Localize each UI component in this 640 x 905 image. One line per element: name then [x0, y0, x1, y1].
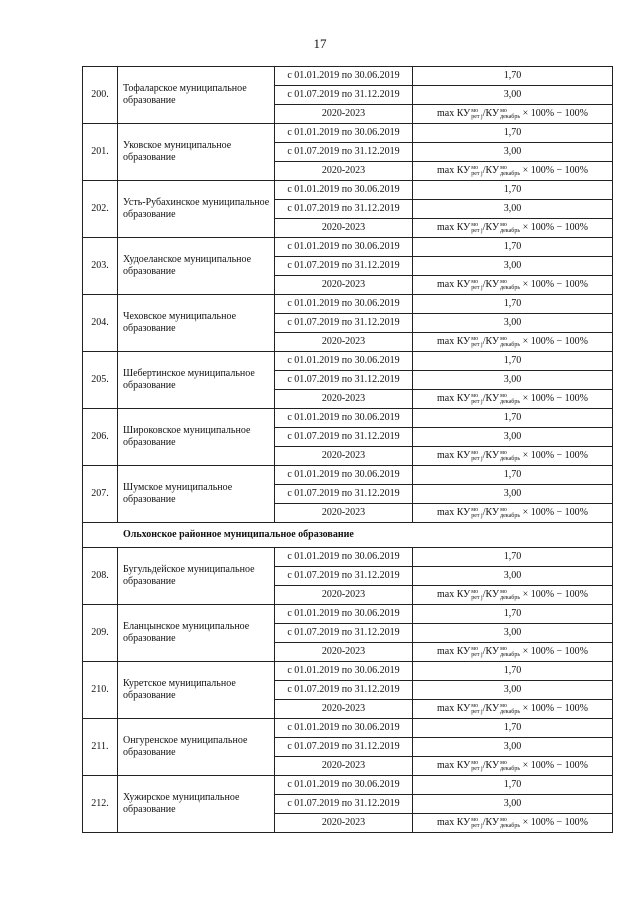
municipality-name: Бугульдейское муниципальное образование — [118, 548, 275, 605]
period-second-half: с 01.07.2019 по 31.12.2019 — [275, 795, 413, 814]
formula-ku1: КУ — [456, 817, 471, 829]
formula: max КУ мо рет j /КУ мо декабрь × 100% − 100% — [436, 221, 589, 234]
formula-sub1: рет j — [471, 455, 483, 462]
table-row — [83, 352, 613, 371]
formula-sub2: декабрь — [500, 651, 521, 658]
period-second-half: с 01.07.2019 по 31.12.2019 — [275, 681, 413, 700]
value-first-half: 1,70 — [413, 181, 613, 200]
table-row — [83, 409, 613, 428]
formula-sub1: рет j — [471, 398, 483, 405]
table-row — [83, 67, 613, 86]
period-first-half: с 01.01.2019 по 30.06.2019 — [275, 67, 413, 86]
formula-sub1: рет j — [471, 341, 483, 348]
formula-sup2: мо — [500, 392, 507, 399]
formula-sup1: мо — [471, 816, 479, 823]
formula-ku2: КУ — [485, 108, 500, 120]
formula-sup2: мо — [500, 164, 507, 171]
value-second-half: 3,00 — [413, 681, 613, 700]
formula-sup2: мо — [500, 107, 507, 114]
formula-cell — [413, 447, 613, 466]
formula-cell — [413, 390, 613, 409]
formula-sub1: рет j — [471, 708, 483, 715]
formula-ku1: КУ — [456, 165, 471, 177]
formula-mult: × 100% − 100% — [522, 589, 589, 601]
period-range: 2020-2023 — [275, 586, 413, 605]
period-second-half: с 01.07.2019 по 31.12.2019 — [275, 485, 413, 504]
value-second-half: 3,00 — [413, 485, 613, 504]
formula-ku1: КУ — [456, 703, 471, 715]
formula-sup2: мо — [500, 816, 507, 823]
formula-sup1: мо — [471, 702, 479, 709]
formula-sub1: рет j — [471, 822, 483, 829]
value-first-half: 1,70 — [413, 662, 613, 681]
formula-sup2: мо — [500, 702, 507, 709]
value-second-half: 3,00 — [413, 624, 613, 643]
formula: max КУ мо рет j /КУ мо декабрь × 100% − 100% — [436, 506, 589, 519]
formula-ku2: КУ — [485, 760, 500, 772]
tariff-table — [82, 66, 613, 833]
formula-mult: × 100% − 100% — [522, 703, 589, 715]
formula-cell — [413, 276, 613, 295]
formula: max КУ мо рет j /КУ мо декабрь × 100% − 100% — [436, 107, 589, 120]
formula-sup1: мо — [471, 278, 479, 285]
period-first-half: с 01.01.2019 по 30.06.2019 — [275, 719, 413, 738]
table-row — [83, 238, 613, 257]
formula-ku2: КУ — [485, 165, 500, 177]
formula-cell — [413, 814, 613, 833]
formula-sub2: декабрь — [500, 512, 521, 519]
period-second-half: с 01.07.2019 по 31.12.2019 — [275, 624, 413, 643]
formula-sub1: рет j — [471, 284, 483, 291]
formula-sub1: рет j — [471, 227, 483, 234]
formula-mult: × 100% − 100% — [522, 393, 589, 405]
municipality-name: Хужирское муниципальное образование — [118, 776, 275, 833]
formula-mult: × 100% − 100% — [522, 222, 589, 234]
formula-ku2: КУ — [485, 817, 500, 829]
row-number: 200. — [83, 67, 118, 124]
formula: max КУ мо рет j /КУ мо декабрь × 100% − 100% — [436, 702, 589, 715]
period-range: 2020-2023 — [275, 276, 413, 295]
formula-max: max — [436, 703, 455, 715]
formula-mult: × 100% − 100% — [522, 165, 589, 177]
municipality-name: Шумское муниципальное образование — [118, 466, 275, 523]
period-first-half: с 01.01.2019 по 30.06.2019 — [275, 662, 413, 681]
value-first-half: 1,70 — [413, 352, 613, 371]
municipality-name: Тофаларское муниципальное образование — [118, 67, 275, 124]
period-range: 2020-2023 — [275, 504, 413, 523]
formula-sub2: декабрь — [500, 822, 521, 829]
formula-ku1: КУ — [456, 450, 471, 462]
formula-cell — [413, 586, 613, 605]
formula-sup1: мо — [471, 164, 479, 171]
formula-ku2: КУ — [485, 589, 500, 601]
period-range: 2020-2023 — [275, 390, 413, 409]
formula-mult: × 100% − 100% — [522, 646, 589, 658]
formula-cell — [413, 700, 613, 719]
period-range: 2020-2023 — [275, 219, 413, 238]
formula-cell — [413, 643, 613, 662]
value-second-half: 3,00 — [413, 257, 613, 276]
period-range: 2020-2023 — [275, 700, 413, 719]
formula-max: max — [436, 817, 455, 829]
formula-sup2: мо — [500, 278, 507, 285]
formula-sub2: декабрь — [500, 398, 521, 405]
formula-sub1: рет j — [471, 765, 483, 772]
municipality-name: Еланцынское муниципальное образование — [118, 605, 275, 662]
value-second-half: 3,00 — [413, 567, 613, 586]
formula-cell — [413, 333, 613, 352]
formula-ku2: КУ — [485, 646, 500, 658]
row-number: 205. — [83, 352, 118, 409]
municipality-name: Онгуренское муниципальное образование — [118, 719, 275, 776]
formula-sub2: декабрь — [500, 708, 521, 715]
municipality-name: Шебертинское муниципальное образование — [118, 352, 275, 409]
formula-ku2: КУ — [485, 279, 500, 291]
municipality-name: Чеховское муниципальное образование — [118, 295, 275, 352]
formula-sup2: мо — [500, 449, 507, 456]
period-range: 2020-2023 — [275, 447, 413, 466]
value-second-half: 3,00 — [413, 200, 613, 219]
formula-max: max — [436, 760, 455, 772]
formula-sub1: рет j — [471, 113, 483, 120]
formula-max: max — [436, 222, 455, 234]
table-row — [83, 719, 613, 738]
formula-ku1: КУ — [456, 222, 471, 234]
formula-sub2: декабрь — [500, 227, 521, 234]
page-number: 17 — [313, 36, 327, 51]
period-first-half: с 01.01.2019 по 30.06.2019 — [275, 605, 413, 624]
formula-sup1: мо — [471, 449, 479, 456]
row-number: 206. — [83, 409, 118, 466]
value-second-half: 3,00 — [413, 428, 613, 447]
period-second-half: с 01.07.2019 по 31.12.2019 — [275, 428, 413, 447]
formula: max КУ мо рет j /КУ мо декабрь × 100% − 100% — [436, 816, 589, 829]
value-second-half: 3,00 — [413, 738, 613, 757]
formula-sub1: рет j — [471, 594, 483, 601]
formula-sub2: декабрь — [500, 170, 521, 177]
formula-sup2: мо — [500, 221, 507, 228]
formula-sup1: мо — [471, 645, 479, 652]
formula: max КУ мо рет j /КУ мо декабрь × 100% − 100% — [436, 449, 589, 462]
row-number: 203. — [83, 238, 118, 295]
row-number: 210. — [83, 662, 118, 719]
formula: max КУ мо рет j /КУ мо декабрь × 100% − 100% — [436, 164, 589, 177]
formula-mult: × 100% − 100% — [522, 450, 589, 462]
formula-cell — [413, 219, 613, 238]
formula-max: max — [436, 646, 455, 658]
formula-sup1: мо — [471, 392, 479, 399]
row-number: 207. — [83, 466, 118, 523]
period-range: 2020-2023 — [275, 333, 413, 352]
formula-sub2: декабрь — [500, 113, 521, 120]
table-row — [83, 295, 613, 314]
value-second-half: 3,00 — [413, 371, 613, 390]
formula-cell — [413, 757, 613, 776]
formula-sub2: декабрь — [500, 341, 521, 348]
table-row — [83, 124, 613, 143]
formula-ku2: КУ — [485, 450, 500, 462]
row-number: 201. — [83, 124, 118, 181]
value-first-half: 1,70 — [413, 238, 613, 257]
formula-max: max — [436, 336, 455, 348]
formula-sub1: рет j — [471, 512, 483, 519]
period-range: 2020-2023 — [275, 105, 413, 124]
formula-sup1: мо — [471, 588, 479, 595]
region-row — [83, 523, 613, 548]
formula-mult: × 100% − 100% — [522, 108, 589, 120]
row-number: 202. — [83, 181, 118, 238]
formula-mult: × 100% − 100% — [522, 760, 589, 772]
formula-ku2: КУ — [485, 703, 500, 715]
value-first-half: 1,70 — [413, 124, 613, 143]
period-second-half: с 01.07.2019 по 31.12.2019 — [275, 371, 413, 390]
table-row — [83, 776, 613, 795]
table-row — [83, 466, 613, 485]
formula: max КУ мо рет j /КУ мо декабрь × 100% − 100% — [436, 645, 589, 658]
formula-mult: × 100% − 100% — [522, 507, 589, 519]
formula: max КУ мо рет j /КУ мо декабрь × 100% − 100% — [436, 335, 589, 348]
formula-mult: × 100% − 100% — [522, 336, 589, 348]
period-first-half: с 01.01.2019 по 30.06.2019 — [275, 352, 413, 371]
formula-sup2: мо — [500, 759, 507, 766]
formula-cell — [413, 162, 613, 181]
formula-max: max — [436, 393, 455, 405]
period-range: 2020-2023 — [275, 162, 413, 181]
formula: max КУ мо рет j /КУ мо декабрь × 100% − 100% — [436, 759, 589, 772]
period-range: 2020-2023 — [275, 757, 413, 776]
formula-ku1: КУ — [456, 507, 471, 519]
value-second-half: 3,00 — [413, 795, 613, 814]
period-range: 2020-2023 — [275, 643, 413, 662]
formula-ku2: КУ — [485, 393, 500, 405]
formula-sub1: рет j — [471, 170, 483, 177]
formula-sup2: мо — [500, 588, 507, 595]
formula-max: max — [436, 507, 455, 519]
formula-cell — [413, 504, 613, 523]
value-first-half: 1,70 — [413, 409, 613, 428]
value-first-half: 1,70 — [413, 466, 613, 485]
formula-max: max — [436, 165, 455, 177]
period-second-half: с 01.07.2019 по 31.12.2019 — [275, 143, 413, 162]
formula-sup2: мо — [500, 645, 507, 652]
formula-ku1: КУ — [456, 589, 471, 601]
period-first-half: с 01.01.2019 по 30.06.2019 — [275, 548, 413, 567]
municipality-name: Усть-Рубахинское муниципальное образование — [118, 181, 275, 238]
formula-sup1: мо — [471, 107, 479, 114]
period-second-half: с 01.07.2019 по 31.12.2019 — [275, 314, 413, 333]
period-first-half: с 01.01.2019 по 30.06.2019 — [275, 466, 413, 485]
formula-max: max — [436, 589, 455, 601]
value-first-half: 1,70 — [413, 776, 613, 795]
formula-mult: × 100% − 100% — [522, 817, 589, 829]
formula-ku2: КУ — [485, 222, 500, 234]
value-first-half: 1,70 — [413, 605, 613, 624]
formula-sub2: декабрь — [500, 455, 521, 462]
formula-ku1: КУ — [456, 279, 471, 291]
municipality-name: Уковское муниципальное образование — [118, 124, 275, 181]
municipality-name: Куретское муниципальное образование — [118, 662, 275, 719]
period-first-half: с 01.01.2019 по 30.06.2019 — [275, 409, 413, 428]
formula: max КУ мо рет j /КУ мо декабрь × 100% − 100% — [436, 278, 589, 291]
period-second-half: с 01.07.2019 по 31.12.2019 — [275, 86, 413, 105]
value-second-half: 3,00 — [413, 86, 613, 105]
region-title: Ольхонское районное муниципальное образование — [83, 523, 613, 548]
value-second-half: 3,00 — [413, 314, 613, 333]
period-first-half: с 01.01.2019 по 30.06.2019 — [275, 124, 413, 143]
period-range: 2020-2023 — [275, 814, 413, 833]
municipality-name: Широковское муниципальное образование — [118, 409, 275, 466]
formula-max: max — [436, 108, 455, 120]
table-row — [83, 548, 613, 567]
value-first-half: 1,70 — [413, 67, 613, 86]
period-first-half: с 01.01.2019 по 30.06.2019 — [275, 776, 413, 795]
period-first-half: с 01.01.2019 по 30.06.2019 — [275, 295, 413, 314]
period-first-half: с 01.01.2019 по 30.06.2019 — [275, 181, 413, 200]
formula-sup1: мо — [471, 221, 479, 228]
row-number: 204. — [83, 295, 118, 352]
formula-ku2: КУ — [485, 336, 500, 348]
formula-sup1: мо — [471, 759, 479, 766]
formula-ku1: КУ — [456, 393, 471, 405]
formula-ku1: КУ — [456, 760, 471, 772]
formula: max КУ мо рет j /КУ мо декабрь × 100% − 100% — [436, 392, 589, 405]
formula-cell — [413, 105, 613, 124]
formula-ku2: КУ — [485, 507, 500, 519]
formula-mult: × 100% − 100% — [522, 279, 589, 291]
formula-max: max — [436, 279, 455, 291]
value-first-half: 1,70 — [413, 548, 613, 567]
formula-sup2: мо — [500, 335, 507, 342]
period-second-half: с 01.07.2019 по 31.12.2019 — [275, 738, 413, 757]
table-row — [83, 181, 613, 200]
period-second-half: с 01.07.2019 по 31.12.2019 — [275, 567, 413, 586]
formula-sub2: декабрь — [500, 594, 521, 601]
formula-sup1: мо — [471, 506, 479, 513]
formula: max КУ мо рет j /КУ мо декабрь × 100% − 100% — [436, 588, 589, 601]
table-row — [83, 662, 613, 681]
row-number: 211. — [83, 719, 118, 776]
value-first-half: 1,70 — [413, 295, 613, 314]
municipality-name: Худоеланское муниципальное образование — [118, 238, 275, 295]
value-second-half: 3,00 — [413, 143, 613, 162]
table-row — [83, 605, 613, 624]
value-first-half: 1,70 — [413, 719, 613, 738]
period-first-half: с 01.01.2019 по 30.06.2019 — [275, 238, 413, 257]
formula-ku1: КУ — [456, 108, 471, 120]
period-second-half: с 01.07.2019 по 31.12.2019 — [275, 200, 413, 219]
formula-sub1: рет j — [471, 651, 483, 658]
formula-max: max — [436, 450, 455, 462]
row-number: 212. — [83, 776, 118, 833]
formula-ku1: КУ — [456, 336, 471, 348]
formula-sup2: мо — [500, 506, 507, 513]
period-second-half: с 01.07.2019 по 31.12.2019 — [275, 257, 413, 276]
row-number: 209. — [83, 605, 118, 662]
row-number: 208. — [83, 548, 118, 605]
formula-sub2: декабрь — [500, 765, 521, 772]
formula-sub2: декабрь — [500, 284, 521, 291]
formula-ku1: КУ — [456, 646, 471, 658]
formula-sup1: мо — [471, 335, 479, 342]
